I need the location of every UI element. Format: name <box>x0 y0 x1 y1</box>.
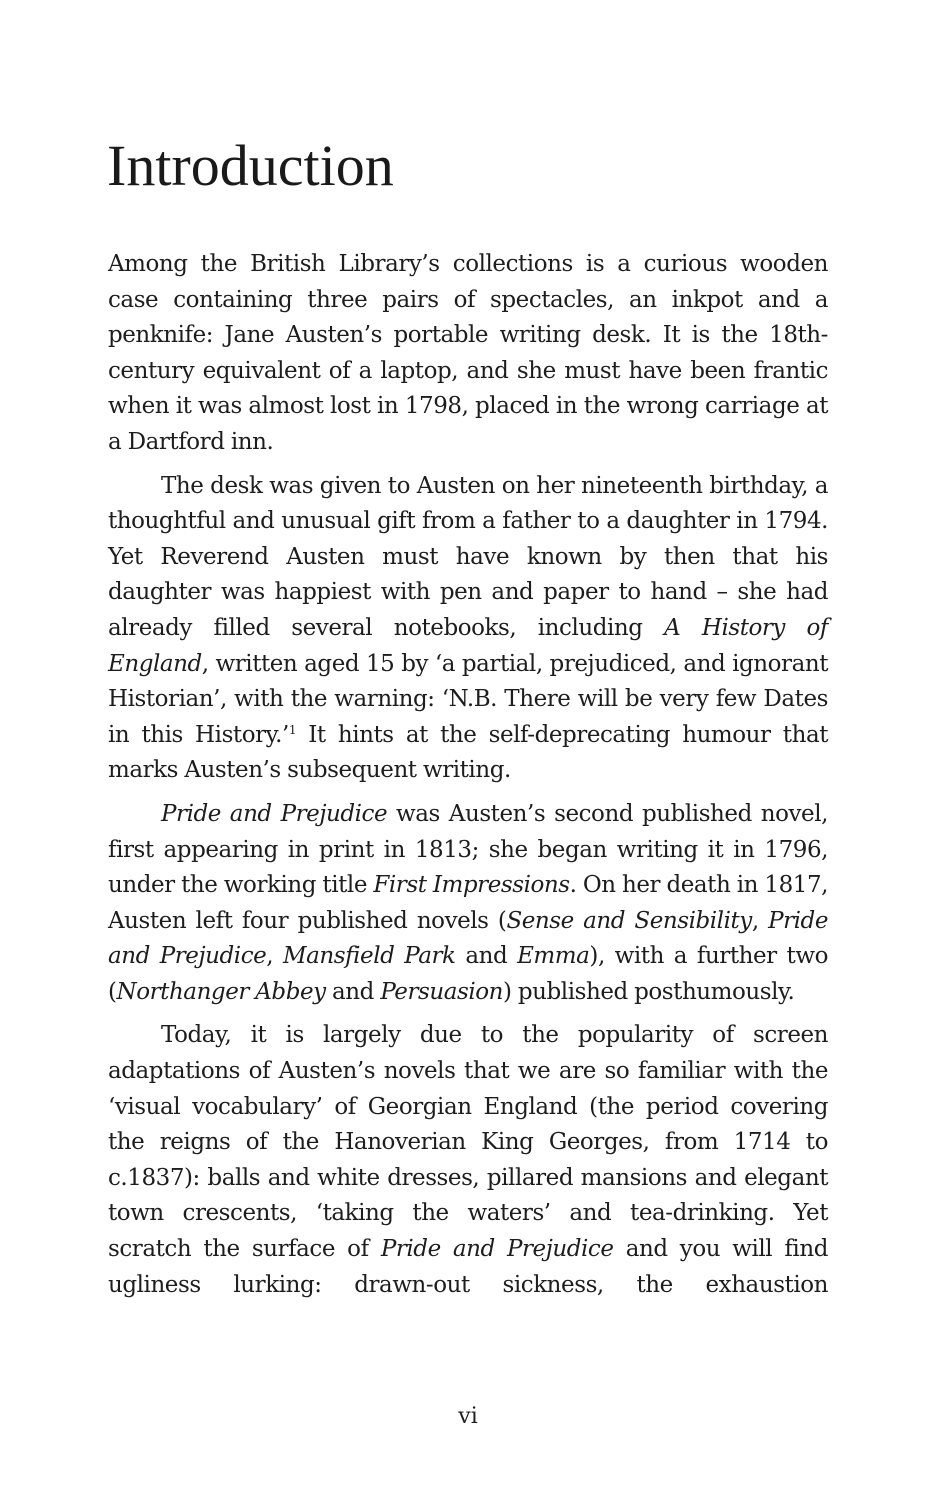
italic-title: Pride and Prejudice <box>161 800 388 827</box>
paragraph <box>108 469 828 789</box>
footnote-marker: 1 <box>288 722 297 737</box>
italic-title: Pride and Prejudice <box>108 907 828 970</box>
italic-title: A History of England <box>108 614 828 677</box>
paragraph <box>108 797 828 1011</box>
text-run: and <box>455 943 518 970</box>
text-run: . On her death in 1817, Austen left four published novels ( <box>108 872 828 934</box>
paragraph <box>108 1018 828 1303</box>
text-run: Among the British Library’s collections is a curious wooden case containing three pairs of spectacles, an inkpot and a penknife: Jane Austen’s portable writing desk. It is the 18th-century equivalent of a laptop, and she must have been frantic when it was almost lost in 1798, placed in the wrong carriage at a Dartford inn. <box>108 251 828 455</box>
italic-title: Sense and Sensibility <box>506 907 752 934</box>
body-text <box>108 247 828 1311</box>
italic-title: First Impressions <box>373 872 570 899</box>
text-run: ) published posthumously. <box>503 978 795 1005</box>
text-run: It hints at the self-deprecating humour that marks Austen’s subsequent writing. <box>108 721 828 784</box>
text-run: and you will find ugliness lurking: drawn-out sickness, the exhaustion <box>108 1236 828 1298</box>
text-run: ), with a further two ( <box>108 943 828 1005</box>
chapter-title: Introduction <box>107 133 394 198</box>
text-run: , <box>751 907 769 934</box>
text-run: and <box>325 978 381 1005</box>
italic-title: Northanger Abbey <box>116 978 326 1005</box>
italic-title: Emma <box>517 943 590 970</box>
text-run: , written aged 15 by ‘a partial, prejudiced, and ignorant Historian’, with the warning: ‘N.B. There will be very few Dates in this History.’ <box>108 650 828 748</box>
italic-title: Mansfield Park <box>283 943 456 970</box>
page-number: vi <box>458 1404 478 1429</box>
text-run: The desk was given to Austen on her nineteenth birthday, a thoughtful and unusual gift from a father to a daughter in 1794. Yet Reverend Austen must have known by then that his daughter was happiest with pen and paper to hand – she had already filled several notebooks, including <box>108 472 828 641</box>
italic-title: Persuasion <box>380 978 504 1005</box>
text-run: , <box>266 943 283 970</box>
text-run: was Austen’s second published novel, first appearing in print in 1813; she began writing it in 1796, under the working title <box>108 800 828 899</box>
text-run: Today, it is largely due to the popularity of screen adaptations of Austen’s novels that we are so familiar with the ‘visual vocabulary’ of Georgian England (the period covering the reigns of the Hanoverian King Georges, from 1714 to c.1837): balls and white dresses, pillared mansions and elegant town crescents, ‘taking the waters’ and tea-drinking. Yet scratch the surface of <box>108 1022 828 1263</box>
paragraph <box>108 247 828 461</box>
italic-title: Pride and Prejudice <box>380 1236 614 1263</box>
